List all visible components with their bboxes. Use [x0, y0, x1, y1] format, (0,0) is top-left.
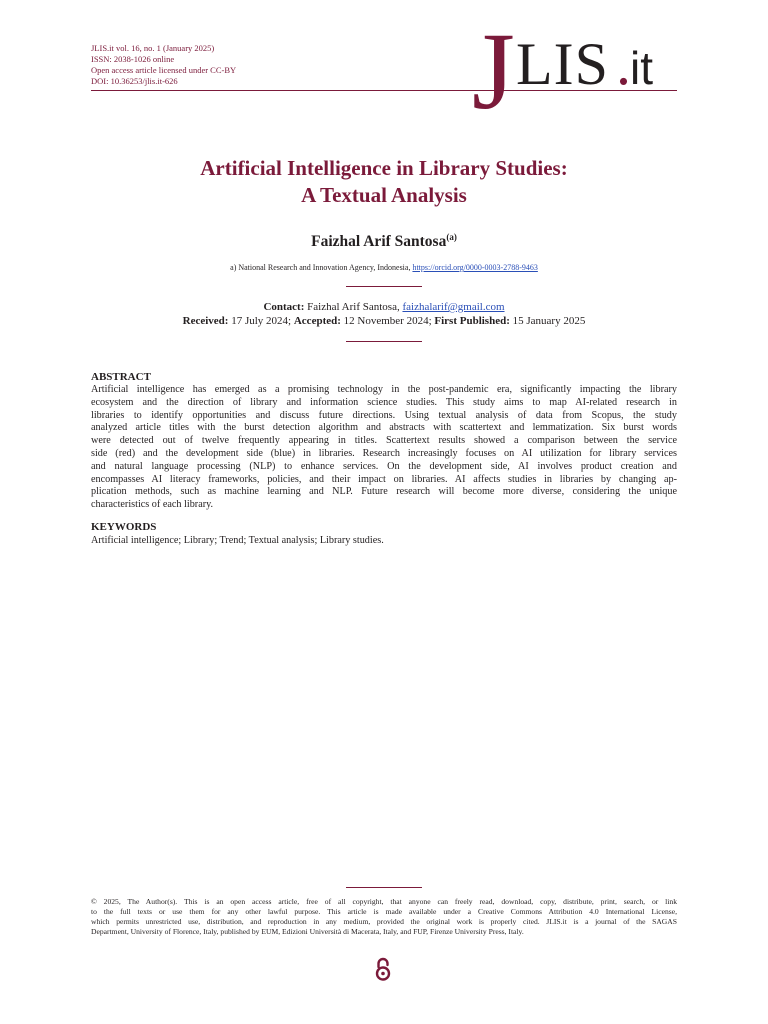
abstract-line: and natural language processing (NLP) to enhance services. On the development side, AI involves product creation and	[91, 460, 677, 472]
abstract-line: Artificial intelligence has emerged as a promising technology in the post-pandemic era, significantly impacting the library	[91, 384, 677, 395]
published-label: First Published:	[434, 315, 510, 327]
logo-dot: .	[616, 31, 631, 97]
copyright-line: which permits unrestricted use, distribution, and reproduction in any medium, provided the original work is properly cited. JLIS.it is a journal of the SAGAS	[91, 917, 677, 926]
abstract-line: were detected out of twelve frequently appearing in titles. Scattertext results showed a comparison between the service	[91, 435, 677, 447]
received-label: Received:	[182, 315, 229, 327]
header-rule	[91, 90, 677, 91]
copyright-line: © 2025, The Author(s). This is an open access article, free of all copyright, that anyone can freely read, download, copy, distribute, print, search, or link	[91, 897, 677, 906]
keywords-heading: KEYWORDS	[91, 521, 157, 533]
copyright-line: Department, University of Florence, Italy, published by EUM, Edizioni Università di Macerata, Italy, and FUP, Firenze University Press, Italy.	[91, 927, 524, 936]
footer-divider	[346, 887, 422, 888]
published-date: 15 January 2025	[509, 315, 586, 327]
article-title	[91, 155, 677, 209]
contact-name: Faizhal Arif Santosa,	[304, 301, 403, 313]
journal-license: Open access article licensed under CC-BY	[91, 65, 237, 75]
abstract-line: characteristics of each library.	[91, 499, 214, 511]
affiliation-text: a) National Research and Innovation Agency, Indonesia,	[230, 263, 413, 272]
title-line-2: A Textual Analysis	[301, 183, 467, 207]
contact-line	[91, 300, 677, 314]
journal-issn: ISSN: 2038-1026 online	[91, 54, 175, 64]
abstract-line: libraries to identify opportunities and discuss future directions. Using textual analysis of data from Scopus, the study	[91, 409, 677, 421]
copyright-notice	[91, 897, 677, 937]
journal-volume: JLIS.it vol. 16, no. 1 (January 2025)	[91, 43, 215, 53]
abstract-line: side (red) and the development side (blue) in libraries. Research increasingly focuses on AI utilization for library services	[91, 447, 677, 459]
abstract-body	[91, 384, 677, 512]
received-date: 17 July 2024;	[228, 315, 294, 327]
abstract-line: encompasses AI literacy frameworks, policies, and their impact on libraries. AI affects studies in libraries by changing ap-	[91, 473, 677, 485]
orcid-link[interactable]: https://orcid.org/0000-0003-2788-9463	[412, 263, 538, 272]
accepted-date: 12 November 2024;	[340, 315, 435, 327]
accepted-label: Accepted:	[293, 315, 341, 327]
journal-metadata	[91, 43, 236, 87]
abstract-line: plication methods, such as machine learning and NLP. Future research will become more diverse, considering the unique	[91, 486, 677, 498]
abstract-line: ecosystem and the direction of library and information science studies. This study aims to map AI-related research in	[91, 396, 677, 408]
affiliation	[91, 262, 677, 273]
logo-it: it	[630, 42, 653, 94]
open-access-icon	[373, 956, 393, 982]
logo-lis: LIS	[516, 31, 609, 97]
contact-block	[91, 300, 677, 328]
copyright-line: to the full texts or use them for any other lawful purpose. This article is made available under a Creative Commons Attribution 4.0 International License,	[91, 907, 677, 916]
logo-j: J	[472, 10, 515, 132]
author-affiliation-marker: (a)	[446, 232, 457, 242]
author-text: Faizhal Arif Santosa	[311, 233, 447, 251]
author-name	[91, 227, 677, 252]
dates-line	[91, 314, 677, 328]
journal-logo	[466, 10, 678, 132]
divider-bottom	[346, 341, 422, 342]
divider-top	[346, 286, 422, 287]
contact-label: Contact:	[263, 301, 305, 313]
abstract-heading: ABSTRACT	[91, 371, 151, 383]
keywords-text: Artificial intelligence; Library; Trend; Textual analysis; Library studies.	[91, 535, 384, 546]
journal-doi: DOI: 10.36253/jlis.it-626	[91, 76, 178, 86]
title-line-1: Artificial Intelligence in Library Studies:	[200, 156, 568, 180]
contact-email-link[interactable]: faizhalarif@gmail.com	[402, 301, 505, 313]
abstract-line: analyzed article titles with the burst detection algorithm and abstracts with scattertext and lemmatization. Six burst words	[91, 422, 677, 434]
